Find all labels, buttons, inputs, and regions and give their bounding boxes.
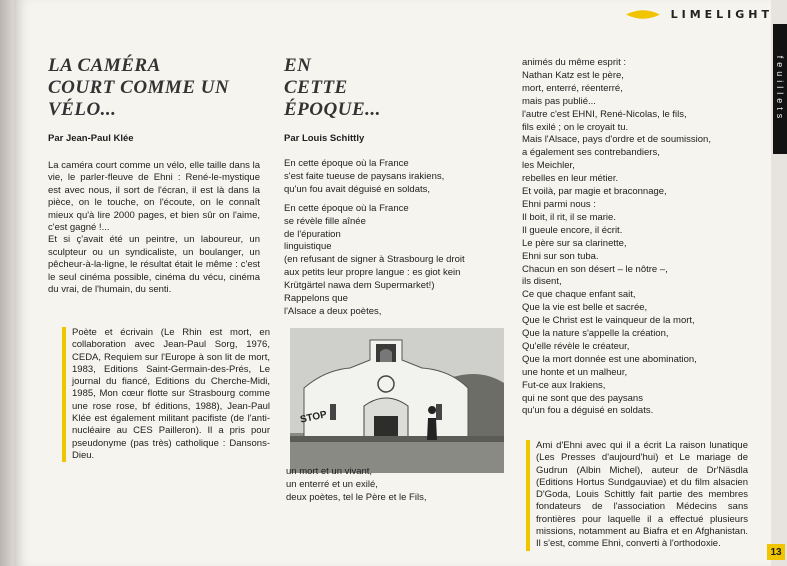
section-tab-label: feuillets (775, 55, 785, 123)
chapel-photo (290, 328, 504, 473)
title-line: EN (284, 55, 312, 76)
paragraph: Et si ç'avait été un peintre, un laboureur, un sculpteur ou un syndicaliste, un boulanger, un pêcheur-à-la-ligne, le résultat était le même : c'est le seul cinéma possible, cinéma du vécu, cinéma du vrai, de l'humain, du senti. (48, 234, 260, 296)
poem-line: l'Alsace a deux poètes, (284, 305, 382, 317)
article-title (284, 55, 509, 121)
poem-line: Ehni parmi nous : (522, 198, 596, 210)
poem-line: qui ne sont que des paysans (522, 392, 643, 404)
poem-line: Que la vie est belle et sacrée, (522, 302, 648, 314)
poem-line: Le père sur sa clarinette, (522, 237, 627, 249)
poem-line: se révèle fille aînée (284, 215, 366, 227)
poem-line: qu'un fou a déguisé en soldats. (522, 405, 654, 417)
poem-line: les Meichler, (522, 160, 575, 172)
poem-line: rebelles en leur métier. (522, 173, 619, 185)
poem-line: a également ses contrebandiers, (522, 147, 660, 159)
title-line: LA CAMÉRA (48, 55, 161, 76)
article-epoque (284, 55, 509, 319)
poem-line: Qu'elle révèle le créateur, (522, 340, 630, 352)
poem-line: Que la mort donnée est une abomination, (522, 353, 697, 365)
poem-line: ils disent, (522, 276, 562, 288)
poem-line: Chacun en son désert – le nôtre –, (522, 263, 668, 275)
poem-line: Il boit, il rit, il se marie. (522, 211, 616, 223)
poem-line: une honte et un malheur, (522, 366, 628, 378)
poem-line: Que le Christ est le vainqueur de la mort, (522, 315, 695, 327)
poem-line: linguistique (284, 241, 332, 253)
poem-line: Ehni sur son tuba. (522, 250, 599, 262)
article-byline: Par Louis Schittly (284, 133, 365, 144)
poem-line: deux poètes, tel le Père et le Fils, (286, 491, 427, 503)
article-camera (48, 55, 260, 296)
poem-line: aux petits leur propre langue : es giot kein (284, 267, 461, 279)
poem-line: Il gueule encore, il écrit. (522, 224, 623, 236)
title-line: CETTE (284, 77, 348, 98)
brand-name: LIMELIGHT (670, 7, 773, 21)
poem-line: fils exilé ; on le croyait tu. (522, 121, 629, 133)
poem-line: mais pas publié... (522, 95, 596, 107)
poem-line: Mais l'Alsace, pays d'ordre et de soumission, (522, 134, 711, 146)
page-number: 13 (767, 544, 785, 560)
article-title (48, 55, 260, 121)
poem-line: mort, enterré, réenterré, (522, 82, 623, 94)
paragraph: La caméra court comme un vélo, elle taille dans la vie, le parler-fleuve de Ehni : René-le-mystique est avec nous, il sort de l'écran, il est là dans la pièce, on le touche, on l'écoute, on le connaît mieux qu'à lire 2000 pages, et bien sûr on l'aime, c'est gagné !... (48, 160, 260, 234)
poem-line: Fut-ce aux Irakiens, (522, 379, 606, 391)
poem-line: de l'épuration (284, 228, 341, 240)
leaf-logo-icon (625, 9, 661, 20)
poem-line: Que la nature s'appelle la création, (522, 328, 669, 340)
poem-line: Krütgärtel nawa dem Supermarket!) (284, 280, 435, 292)
poem-line: l'autre c'est EHNI, René-Nicolas, le fils, (522, 108, 687, 120)
poem-line: animés du même esprit : (522, 57, 627, 68)
poem-line: Et voilà, par magie et braconnage, (522, 186, 667, 198)
poem-part-c (522, 57, 752, 418)
poem-line: s'est faite tueuse de paysans irakiens, (284, 170, 445, 182)
poem-line: un enterré et un exilé, (286, 478, 378, 490)
poem-line: Ce que chaque enfant sait, (522, 289, 636, 301)
page-spine (0, 0, 14, 566)
graffiti-text: STOP (299, 409, 328, 426)
title-line: COURT COMME UN VÉLO... (48, 77, 230, 120)
chapel-illustration (290, 328, 504, 473)
title-line: ÉPOQUE... (284, 99, 381, 120)
poem-line: Rappelons que (284, 293, 348, 305)
article-body (48, 160, 260, 296)
section-tab (773, 24, 787, 154)
poem-line: qu'un fou avait déguisé en soldats, (284, 183, 431, 195)
author-note-schittly: Ami d'Ehni avec qui il a écrit La raison lunatique (Les Presses d'aujourd'hui) et Le mariage de Gudrun (Albin Michel), auteur de Dr'Näsdla (Editions Hortus Sundgauviae) et du film alsacien D'Goda, Louis Schittly fait partie des membres fondateurs de l'association Médecins sans frontières pour laquelle il a effectué plusieurs missions, notamment au Biafra et en Afghanistan. Il s'est, comme Ehni, converti à l'orthodoxie. (526, 440, 748, 551)
poem-part-b (286, 466, 511, 505)
article-byline: Par Jean-Paul Klée (48, 133, 134, 144)
poem-line: (en refusant de signer à Strasbourg le droit (284, 254, 465, 266)
poem-part-a (284, 158, 509, 319)
poem-line: En cette époque où la France (284, 158, 409, 169)
author-note-klee: Poète et écrivain (Le Rhin est mort, en collaboration avec Jean-Paul Sorg, 1976, CEDA, Requiem sur l'Europe à son lit de mort, 1983, Editions Saint-Germain-des-Prés, Le journal du fiancé, Editions du Cherche-Midi, 1985, Mon cœur flotte sur Strasbourg comme une rose rose, bf éditions, 1988), Jean-Paul Klée est également militant pacifiste (de l'anti-nucléaire au CES Pailleron). Il a pris pour pseudonyme (pas très) catholique : Dansons-Dieu. (62, 327, 270, 462)
poem-line: Nathan Katz est le père, (522, 69, 624, 81)
page-header (625, 4, 773, 24)
poem-line: En cette époque où la France (284, 202, 409, 214)
poem-line: un mort et un vivant, (286, 466, 373, 477)
